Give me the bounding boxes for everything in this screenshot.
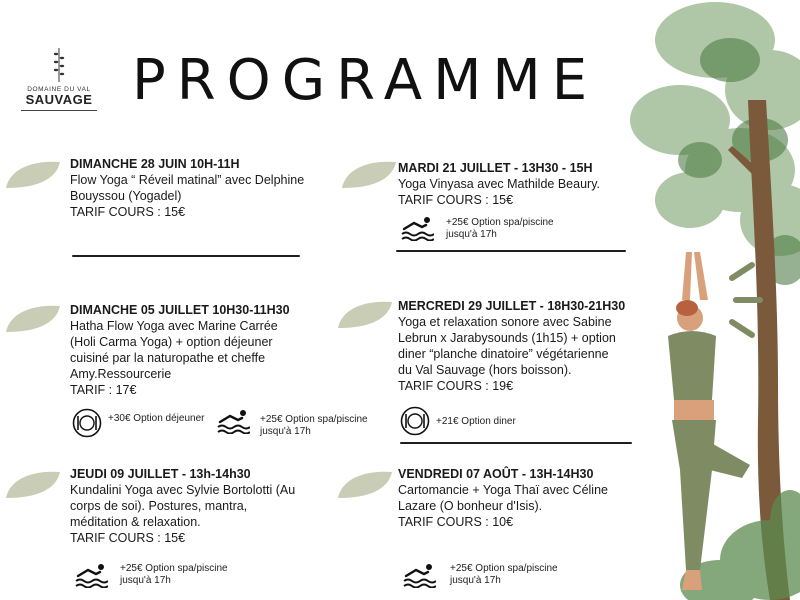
event-line: (Holi Carma Yoga) + option déjeuner xyxy=(70,335,273,349)
leaf-icon xyxy=(336,468,394,500)
leaf-icon xyxy=(4,302,62,334)
event-heading: MARDI 21 JUILLET - 13H30 - 15H xyxy=(398,161,593,175)
leaf-icon xyxy=(4,158,62,190)
separator xyxy=(72,255,300,257)
sprig-icon xyxy=(51,46,67,84)
event-line: Yoga et relaxation sonore avec Sabine xyxy=(398,315,612,329)
event-card xyxy=(398,298,668,394)
leaf-icon xyxy=(4,468,62,500)
event-heading: DIMANCHE 28 JUIN 10H-11H xyxy=(70,157,240,171)
event-heading: VENDREDI 07 AOÛT - 13H-14H30 xyxy=(398,467,594,481)
swimmer-icon xyxy=(402,562,436,588)
leaf-icon xyxy=(336,298,394,330)
event-line: Kundalini Yoga avec Sylvie Bortolotti (Au xyxy=(70,483,296,497)
event-line: cuisiné par la naturopathe et cheffe xyxy=(70,351,266,365)
separator xyxy=(396,250,626,252)
event-card xyxy=(70,302,340,398)
brand-logo xyxy=(18,46,100,111)
event-price: TARIF COURS : 15€ xyxy=(70,531,186,545)
event-price: TARIF COURS : 15€ xyxy=(398,193,514,207)
event-line: Yoga Vinyasa avec Mathilde Beaury. xyxy=(398,177,600,191)
event-price: TARIF COURS : 15€ xyxy=(70,205,186,219)
event-line: méditation & relaxation. xyxy=(70,515,201,529)
event-line: Lazare (O bonheur d'Isis). xyxy=(398,499,543,513)
leaf-icon xyxy=(340,158,398,190)
event-heading: DIMANCHE 05 JUILLET 10H30-11H30 xyxy=(70,303,290,317)
option-text: +25€ Option spa/piscine jusqu'à 17h xyxy=(260,414,368,437)
event-card xyxy=(398,466,668,530)
event-card xyxy=(70,466,340,546)
plate-icon xyxy=(72,408,102,438)
option-text: +25€ Option spa/piscine jusqu'à 17h xyxy=(446,217,554,240)
event-line: corps de soi). Postures, mantra, xyxy=(70,499,248,513)
option-text: +25€ Option spa/piscine jusqu'à 17h xyxy=(120,563,228,586)
event-heading: MERCREDI 29 JUILLET - 18H30-21H30 xyxy=(398,299,626,313)
plate-icon xyxy=(400,406,430,436)
option-text: +30€ Option déjeuner xyxy=(108,413,205,424)
event-price: TARIF : 17€ xyxy=(70,383,137,397)
event-line: Flow Yoga “ Réveil matinal” avec Delphine xyxy=(70,173,305,187)
event-card xyxy=(398,160,668,208)
brand-line2: SAUVAGE xyxy=(25,92,93,107)
event-card xyxy=(70,156,340,220)
event-line: Cartomancie + Yoga Thaï avec Céline xyxy=(398,483,608,497)
event-line: Amy.Ressourcerie xyxy=(70,367,172,381)
separator xyxy=(400,442,632,444)
event-line: Lebrun x Jarabysounds (1h15) + option xyxy=(398,331,616,345)
brand-line1: DOMAINE DU VAL xyxy=(27,86,91,93)
page-title: PROGRAMME xyxy=(132,48,599,113)
swimmer-icon xyxy=(74,562,108,588)
option-text: +21€ Option diner xyxy=(436,416,516,427)
swimmer-icon xyxy=(400,215,434,241)
event-line: Hatha Flow Yoga avec Marine Carrée xyxy=(70,319,278,333)
event-line: du Val Sauvage (hors boisson). xyxy=(398,363,572,377)
event-line: Bouyssou (Yogadel) xyxy=(70,189,182,203)
event-heading: JEUDI 09 JUILLET - 13h-14h30 xyxy=(70,467,251,481)
swimmer-icon xyxy=(216,408,250,434)
event-price: TARIF COURS : 10€ xyxy=(398,515,514,529)
brand-underline xyxy=(21,110,97,111)
event-line: diner “planche dinatoire” végétarienne xyxy=(398,347,609,361)
option-text: +25€ Option spa/piscine jusqu'à 17h xyxy=(450,563,558,586)
event-price: TARIF COURS : 19€ xyxy=(398,379,514,393)
